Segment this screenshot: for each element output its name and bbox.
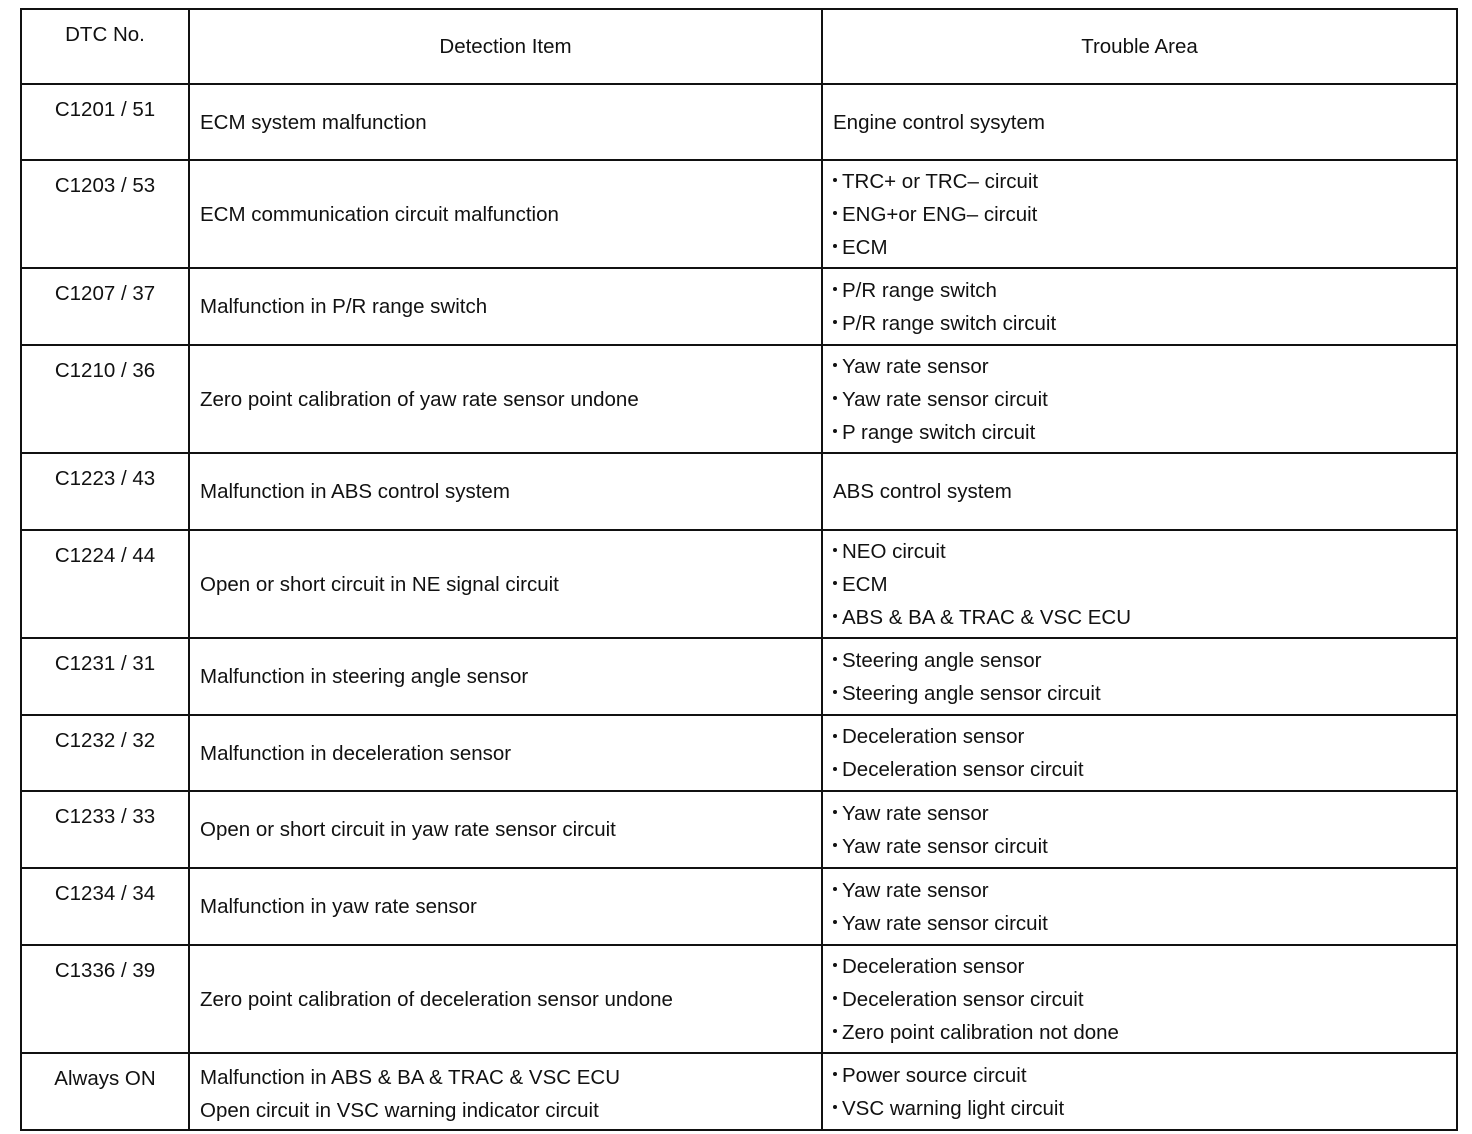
- trouble-area-text: Steering angle sensor: [842, 648, 1042, 672]
- table-body: [21, 84, 1457, 1130]
- dtc-code-cell: C1224 / 44: [21, 530, 189, 638]
- detection-item-cell: [189, 868, 822, 945]
- trouble-area-line: [833, 198, 1456, 231]
- trouble-area-line: [833, 383, 1456, 416]
- dtc-code-cell: C1234 / 34: [21, 868, 189, 945]
- bullet-icon: [833, 920, 837, 924]
- trouble-area-text: Yaw rate sensor: [842, 801, 989, 825]
- table-row: [21, 84, 1457, 160]
- trouble-area-text: Power source circuit: [842, 1063, 1027, 1087]
- trouble-area-line: [833, 1092, 1456, 1125]
- trouble-area-line: [833, 1059, 1456, 1092]
- trouble-area-text: Yaw rate sensor circuit: [842, 911, 1048, 935]
- bullet-icon: [833, 1029, 837, 1033]
- detection-item-cell: [189, 268, 822, 345]
- dtc-code-cell: Always ON: [21, 1053, 189, 1130]
- dtc-code-cell: C1210 / 36: [21, 345, 189, 453]
- trouble-area-line: [833, 535, 1456, 568]
- table-row: [21, 945, 1457, 1053]
- trouble-area-cell: [822, 268, 1457, 345]
- trouble-area-text: P range switch circuit: [842, 420, 1036, 444]
- trouble-area-text: ECM: [842, 235, 888, 259]
- bullet-icon: [833, 843, 837, 847]
- table-row: [21, 791, 1457, 868]
- detection-item-text: ECM system malfunction: [200, 110, 427, 134]
- detection-item-text: Malfunction in yaw rate sensor: [200, 895, 477, 918]
- bullet-icon: [833, 767, 837, 771]
- trouble-area-text: VSC warning light circuit: [842, 1096, 1065, 1120]
- trouble-area-text: ABS control system: [833, 480, 1012, 503]
- trouble-area-line: [833, 950, 1456, 983]
- table-row: [21, 868, 1457, 945]
- detection-item-cell: [189, 1053, 822, 1130]
- detection-item-text: Malfunction in deceleration sensor: [200, 741, 512, 765]
- trouble-area-text: Zero point calibration not done: [842, 1020, 1119, 1044]
- trouble-area-line: [833, 416, 1456, 449]
- detection-item-cell: [189, 453, 822, 530]
- dtc-code-cell: C1207 / 37: [21, 268, 189, 345]
- trouble-area-text: Yaw rate sensor circuit: [842, 387, 1048, 411]
- trouble-area-line: [833, 644, 1456, 677]
- table-row: [21, 268, 1457, 345]
- trouble-area-line: [833, 106, 1456, 139]
- table-row: [21, 160, 1457, 268]
- bullet-icon: [833, 734, 837, 738]
- dtc-code-cell: C1232 / 32: [21, 715, 189, 791]
- detection-item-text: Open or short circuit in NE signal circuit: [200, 572, 559, 596]
- trouble-area-text: TRC+ or TRC– circuit: [842, 169, 1039, 193]
- bullet-icon: [833, 178, 837, 182]
- header-detection-item: Detection Item: [189, 9, 822, 84]
- bullet-icon: [833, 244, 837, 248]
- trouble-area-text: P/R range switch: [842, 278, 997, 302]
- header-trouble-area: Trouble Area: [822, 9, 1457, 84]
- trouble-area-line: [833, 677, 1456, 710]
- detection-item-cell: [189, 84, 822, 160]
- trouble-area-line: [833, 830, 1456, 863]
- trouble-area-line: [833, 874, 1456, 907]
- trouble-area-cell: [822, 453, 1457, 530]
- detection-item-cell: [189, 530, 822, 638]
- detection-item-text: Open circuit in VSC warning indicator circuit: [200, 1099, 599, 1122]
- bullet-icon: [833, 810, 837, 814]
- trouble-area-cell: [822, 868, 1457, 945]
- trouble-area-text: Yaw rate sensor: [842, 878, 989, 902]
- trouble-area-text: P/R range switch circuit: [842, 311, 1057, 335]
- trouble-area-text: Engine control sysytem: [833, 110, 1045, 134]
- detection-item-cell: [189, 638, 822, 715]
- trouble-area-text: Deceleration sensor circuit: [842, 987, 1084, 1011]
- detection-item-cell: [189, 160, 822, 268]
- trouble-area-text: ECM: [842, 572, 888, 596]
- trouble-area-text: Deceleration sensor circuit: [842, 758, 1084, 781]
- trouble-area-line: [833, 165, 1456, 198]
- dtc-code-cell: C1223 / 43: [21, 453, 189, 530]
- dtc-code-cell: C1233 / 33: [21, 791, 189, 868]
- table-row: [21, 453, 1457, 530]
- trouble-area-line: [833, 307, 1456, 340]
- trouble-area-text: Deceleration sensor: [842, 954, 1025, 978]
- bullet-icon: [833, 429, 837, 433]
- bullet-icon: [833, 963, 837, 967]
- trouble-area-line: [833, 753, 1456, 786]
- bullet-icon: [833, 1072, 837, 1076]
- table-row: [21, 638, 1457, 715]
- detection-item-cell: [189, 345, 822, 453]
- trouble-area-line: [833, 1016, 1456, 1049]
- detection-item-text: ECM communication circuit malfunction: [200, 202, 559, 226]
- trouble-area-line: [833, 601, 1456, 634]
- detection-item-text: Malfunction in ABS & BA & TRAC & VSC ECU: [200, 1066, 621, 1089]
- trouble-area-cell: [822, 945, 1457, 1053]
- bullet-icon: [833, 211, 837, 215]
- bullet-icon: [833, 690, 837, 694]
- bullet-icon: [833, 581, 837, 585]
- trouble-area-line: [833, 568, 1456, 601]
- trouble-area-line: [833, 231, 1456, 264]
- detection-item-cell: [189, 715, 822, 791]
- trouble-area-line: [833, 720, 1456, 753]
- detection-item-cell: [189, 945, 822, 1053]
- trouble-area-text: ENG+or ENG– circuit: [842, 202, 1038, 226]
- bullet-icon: [833, 320, 837, 324]
- header-row: [21, 9, 1457, 84]
- trouble-area-cell: [822, 715, 1457, 791]
- bullet-icon: [833, 614, 837, 618]
- detection-item-text: Malfunction in ABS control system: [200, 480, 510, 503]
- detection-item-text: Zero point calibration of deceleration sensor undone: [200, 987, 673, 1011]
- trouble-area-cell: [822, 530, 1457, 638]
- dtc-table: [20, 8, 1458, 1131]
- trouble-area-cell: [822, 638, 1457, 715]
- bullet-icon: [833, 287, 837, 291]
- detection-item-text: Malfunction in steering angle sensor: [200, 665, 529, 688]
- table-row: [21, 715, 1457, 791]
- dtc-code-cell: C1203 / 53: [21, 160, 189, 268]
- trouble-area-cell: [822, 345, 1457, 453]
- bullet-icon: [833, 887, 837, 891]
- trouble-area-text: Yaw rate sensor: [842, 354, 989, 378]
- detection-item-text: Open or short circuit in yaw rate sensor circuit: [200, 818, 616, 841]
- trouble-area-line: [833, 350, 1456, 383]
- trouble-area-line: [833, 475, 1456, 508]
- trouble-area-text: ABS & BA & TRAC & VSC ECU: [842, 605, 1131, 629]
- table-row: [21, 1053, 1457, 1130]
- trouble-area-line: [833, 907, 1456, 940]
- trouble-area-cell: [822, 84, 1457, 160]
- bullet-icon: [833, 548, 837, 552]
- trouble-area-line: [833, 983, 1456, 1016]
- trouble-area-text: Yaw rate sensor circuit: [842, 834, 1048, 858]
- header-dtc-no: DTC No.: [21, 9, 189, 84]
- detection-item-text: Zero point calibration of yaw rate sensor undone: [200, 387, 639, 411]
- dtc-code-cell: C1201 / 51: [21, 84, 189, 160]
- table-row: [21, 530, 1457, 638]
- trouble-area-text: Steering angle sensor circuit: [842, 681, 1101, 705]
- detection-item-cell: [189, 791, 822, 868]
- bullet-icon: [833, 657, 837, 661]
- trouble-area-text: Deceleration sensor: [842, 725, 1025, 748]
- trouble-area-cell: [822, 791, 1457, 868]
- detection-item-text: Malfunction in P/R range switch: [200, 295, 488, 318]
- trouble-area-line: [833, 274, 1456, 307]
- bullet-icon: [833, 363, 837, 367]
- bullet-icon: [833, 396, 837, 400]
- trouble-area-line: [833, 797, 1456, 830]
- bullet-icon: [833, 996, 837, 1000]
- trouble-area-cell: [822, 1053, 1457, 1130]
- dtc-code-cell: C1336 / 39: [21, 945, 189, 1053]
- table-row: [21, 345, 1457, 453]
- trouble-area-text: NEO circuit: [842, 539, 946, 563]
- dtc-code-cell: C1231 / 31: [21, 638, 189, 715]
- bullet-icon: [833, 1105, 837, 1109]
- trouble-area-cell: [822, 160, 1457, 268]
